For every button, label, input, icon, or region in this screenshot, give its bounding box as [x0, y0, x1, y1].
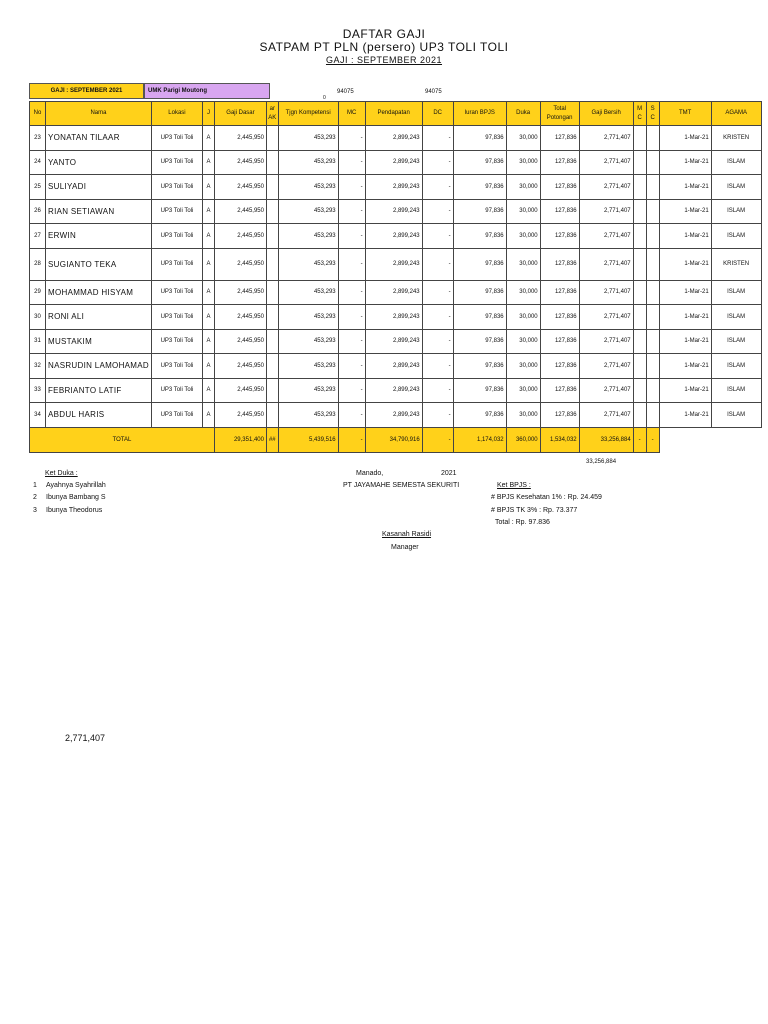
- cell-nama: SUGIANTO TEKA: [46, 248, 152, 280]
- table-row: [30, 329, 762, 354]
- cell-j: A: [202, 305, 214, 330]
- total-empty-2: [711, 427, 761, 452]
- cell-tmt: 1-Mar-21: [659, 175, 711, 200]
- cell-empty: [646, 175, 659, 200]
- table-row: [30, 126, 762, 151]
- cell-pend: 2,899,243: [365, 248, 422, 280]
- cell-pend: 2,899,243: [365, 199, 422, 224]
- cell-no: 30: [30, 305, 46, 330]
- total-label: TOTAL: [30, 427, 215, 452]
- cell-empty: [646, 150, 659, 175]
- cell-nama: YANTO: [46, 150, 152, 175]
- cell-pot: 127,836: [540, 305, 579, 330]
- total-bpjs: 1,174,032: [453, 427, 506, 452]
- col-header-gaji-dasar: Gaji Dasar: [214, 102, 266, 126]
- cell-tj: 453,293: [278, 378, 338, 403]
- col-header-j: J: [202, 102, 214, 126]
- cell-j: A: [202, 126, 214, 151]
- table-row: [30, 280, 762, 305]
- total-pot: 1,534,032: [540, 427, 579, 452]
- cell-gaji: 2,445,950: [214, 329, 266, 354]
- cell-empty: [266, 150, 278, 175]
- cell-bersih: 2,771,407: [579, 305, 633, 330]
- col-header-lokasi: Lokasi: [151, 102, 202, 126]
- umk-value-2: 94075: [425, 89, 442, 95]
- cell-tj: 453,293: [278, 305, 338, 330]
- col-header-nama: Nama: [46, 102, 152, 126]
- cell-agama: ISLAM: [711, 378, 761, 403]
- total-ak: ##: [266, 427, 278, 452]
- cell-gaji: 2,445,950: [214, 224, 266, 249]
- cell-pend: 2,899,243: [365, 378, 422, 403]
- table-body: [30, 126, 762, 428]
- cell-no: 32: [30, 354, 46, 379]
- cell-empty: [633, 175, 646, 200]
- cell-duka: 30,000: [506, 329, 540, 354]
- cell-j: A: [202, 224, 214, 249]
- col-header-tjgn: Tjgn Kompetensi: [278, 102, 338, 126]
- duka-num-1: 1: [33, 482, 37, 489]
- cell-empty: [266, 126, 278, 151]
- table-row: [30, 248, 762, 280]
- cell-pend: 2,899,243: [365, 126, 422, 151]
- cell-nama: RONI ALI: [46, 305, 152, 330]
- cell-pend: 2,899,243: [365, 280, 422, 305]
- cell-bpjs: 97,836: [453, 126, 506, 151]
- cell-no: 25: [30, 175, 46, 200]
- cell-empty: [633, 354, 646, 379]
- duka-item-2: Ibunya Bambang S: [46, 494, 106, 501]
- total-gaji: 29,351,400: [214, 427, 266, 452]
- total-empty-1: [659, 427, 711, 452]
- cell-empty: [646, 354, 659, 379]
- cell-gaji: 2,445,950: [214, 403, 266, 428]
- cell-tmt: 1-Mar-21: [659, 305, 711, 330]
- cell-bpjs: 97,836: [453, 175, 506, 200]
- duka-item-3: Ibunya Theodorus: [46, 507, 103, 514]
- cell-pot: 127,836: [540, 199, 579, 224]
- col-header-gaji-bersih: Gaji Bersih: [579, 102, 633, 126]
- cell-tmt: 1-Mar-21: [659, 126, 711, 151]
- table-row: [30, 175, 762, 200]
- cell-dc: -: [422, 354, 453, 379]
- cell-lokasi: UP3 Toli Toli: [151, 305, 202, 330]
- cell-dc: -: [422, 403, 453, 428]
- cell-bersih: 2,771,407: [579, 329, 633, 354]
- cell-empty: [266, 378, 278, 403]
- signer-name: Kasanah Rasidi: [382, 531, 432, 538]
- total-row: [30, 427, 762, 452]
- cell-nama: FEBRIANTO LATIF: [46, 378, 152, 403]
- cell-dc: -: [422, 378, 453, 403]
- cell-lokasi: UP3 Toli Toli: [151, 354, 202, 379]
- ket-duka-title: Ket Duka :: [45, 470, 78, 477]
- cell-tj: 453,293: [278, 248, 338, 280]
- cell-gaji: 2,445,950: [214, 199, 266, 224]
- cell-lokasi: UP3 Toli Toli: [151, 329, 202, 354]
- bpjs-kesehatan: # BPJS Kesehatan 1% : Rp. 24.459: [491, 494, 602, 501]
- cell-no: 33: [30, 378, 46, 403]
- table-row: [30, 403, 762, 428]
- cell-bersih: 2,771,407: [579, 378, 633, 403]
- cell-dc: -: [422, 280, 453, 305]
- cell-empty: [646, 378, 659, 403]
- cell-pend: 2,899,243: [365, 150, 422, 175]
- table-row: [30, 378, 762, 403]
- cell-j: A: [202, 403, 214, 428]
- cell-tj: 453,293: [278, 126, 338, 151]
- cell-mc: -: [338, 150, 365, 175]
- cell-tmt: 1-Mar-21: [659, 224, 711, 249]
- cell-j: A: [202, 378, 214, 403]
- cell-agama: ISLAM: [711, 175, 761, 200]
- cell-empty: [266, 199, 278, 224]
- cell-gaji: 2,445,950: [214, 126, 266, 151]
- table-header-row: [30, 102, 762, 126]
- cell-tmt: 1-Mar-21: [659, 354, 711, 379]
- cell-agama: ISLAM: [711, 224, 761, 249]
- cell-j: A: [202, 280, 214, 305]
- cell-empty: [266, 175, 278, 200]
- signer-title: Manager: [391, 544, 419, 551]
- cell-bpjs: 97,836: [453, 305, 506, 330]
- cell-pot: 127,836: [540, 280, 579, 305]
- cell-gaji: 2,445,950: [214, 378, 266, 403]
- cell-bersih: 2,771,407: [579, 248, 633, 280]
- cell-empty: [266, 403, 278, 428]
- cell-empty: [633, 150, 646, 175]
- cell-tj: 453,293: [278, 280, 338, 305]
- cell-pot: 127,836: [540, 403, 579, 428]
- cell-mc: -: [338, 378, 365, 403]
- cell-empty: [633, 248, 646, 280]
- cell-lokasi: UP3 Toli Toli: [151, 199, 202, 224]
- cell-empty: [646, 126, 659, 151]
- col-header-duka: Duka: [506, 102, 540, 126]
- cell-tj: 453,293: [278, 354, 338, 379]
- cell-agama: ISLAM: [711, 150, 761, 175]
- cell-nama: NASRUDIN LAMOHAMAD: [46, 354, 152, 379]
- cell-tmt: 1-Mar-21: [659, 199, 711, 224]
- cell-empty: [646, 248, 659, 280]
- cell-agama: ISLAM: [711, 280, 761, 305]
- cell-tmt: 1-Mar-21: [659, 329, 711, 354]
- table-row: [30, 199, 762, 224]
- cell-dc: -: [422, 199, 453, 224]
- cell-bpjs: 97,836: [453, 280, 506, 305]
- cell-tmt: 1-Mar-21: [659, 280, 711, 305]
- cell-lokasi: UP3 Toli Toli: [151, 403, 202, 428]
- cell-no: 31: [30, 329, 46, 354]
- cell-mc: -: [338, 280, 365, 305]
- cell-duka: 30,000: [506, 248, 540, 280]
- cell-lokasi: UP3 Toli Toli: [151, 248, 202, 280]
- cell-empty: [633, 403, 646, 428]
- total-sc: -: [646, 427, 659, 452]
- cell-bpjs: 97,836: [453, 199, 506, 224]
- cell-empty: [633, 224, 646, 249]
- cell-bpjs: 97,836: [453, 378, 506, 403]
- cell-empty: [266, 354, 278, 379]
- cell-pot: 127,836: [540, 354, 579, 379]
- cell-no: 29: [30, 280, 46, 305]
- cell-pot: 127,836: [540, 126, 579, 151]
- cell-tj: 453,293: [278, 199, 338, 224]
- cell-tj: 453,293: [278, 175, 338, 200]
- cell-tj: 453,293: [278, 224, 338, 249]
- cell-bersih: 2,771,407: [579, 354, 633, 379]
- cell-pot: 127,836: [540, 248, 579, 280]
- cell-j: A: [202, 150, 214, 175]
- cell-duka: 30,000: [506, 378, 540, 403]
- umk-value-1: 94075: [337, 89, 354, 95]
- cell-nama: MOHAMMAD HISYAM: [46, 280, 152, 305]
- cell-bersih: 2,771,407: [579, 224, 633, 249]
- cell-agama: KRISTEN: [711, 126, 761, 151]
- cell-pot: 127,836: [540, 175, 579, 200]
- cell-lokasi: UP3 Toli Toli: [151, 175, 202, 200]
- cell-empty: [633, 378, 646, 403]
- bpjs-total: Total : Rp. 97.836: [495, 519, 550, 526]
- cell-duka: 30,000: [506, 354, 540, 379]
- cell-j: A: [202, 354, 214, 379]
- cell-j: A: [202, 175, 214, 200]
- cell-lokasi: UP3 Toli Toli: [151, 280, 202, 305]
- col-header-mc: MC: [338, 102, 365, 126]
- cell-agama: KRISTEN: [711, 248, 761, 280]
- total-dc: -: [422, 427, 453, 452]
- cell-empty: [266, 329, 278, 354]
- cell-pot: 127,836: [540, 150, 579, 175]
- ket-bpjs-title: Ket BPJS :: [497, 482, 531, 489]
- cell-empty: [266, 224, 278, 249]
- cell-duka: 30,000: [506, 403, 540, 428]
- cell-empty: [633, 199, 646, 224]
- cell-lokasi: UP3 Toli Toli: [151, 150, 202, 175]
- cell-pend: 2,899,243: [365, 354, 422, 379]
- cell-duka: 30,000: [506, 199, 540, 224]
- total-mc2: -: [633, 427, 646, 452]
- total-tj: 5,439,516: [278, 427, 338, 452]
- cell-tj: 453,293: [278, 150, 338, 175]
- cell-no: 26: [30, 199, 46, 224]
- company-name: PT JAYAMAHE SEMESTA SEKURITI: [343, 482, 460, 489]
- cell-tmt: 1-Mar-21: [659, 403, 711, 428]
- cell-dc: -: [422, 329, 453, 354]
- cell-j: A: [202, 248, 214, 280]
- cell-agama: ISLAM: [711, 199, 761, 224]
- cell-duka: 30,000: [506, 150, 540, 175]
- cell-j: A: [202, 329, 214, 354]
- cell-pend: 2,899,243: [365, 175, 422, 200]
- cell-pot: 127,836: [540, 224, 579, 249]
- cell-dc: -: [422, 126, 453, 151]
- cell-tmt: 1-Mar-21: [659, 248, 711, 280]
- cell-bersih: 2,771,407: [579, 126, 633, 151]
- cell-pot: 127,836: [540, 378, 579, 403]
- cell-lokasi: UP3 Toli Toli: [151, 126, 202, 151]
- cell-gaji: 2,445,950: [214, 175, 266, 200]
- cell-agama: ISLAM: [711, 354, 761, 379]
- cell-mc: -: [338, 224, 365, 249]
- cell-pend: 2,899,243: [365, 305, 422, 330]
- cell-empty: [646, 280, 659, 305]
- cell-empty: [646, 224, 659, 249]
- doc-period: GAJI : SEPTEMBER 2021: [325, 55, 443, 65]
- duka-num-2: 2: [33, 494, 37, 501]
- cell-bpjs: 97,836: [453, 248, 506, 280]
- cell-dc: -: [422, 150, 453, 175]
- cell-bersih: 2,771,407: [579, 280, 633, 305]
- cell-tmt: 1-Mar-21: [659, 150, 711, 175]
- cell-mc: -: [338, 175, 365, 200]
- cell-gaji: 2,445,950: [214, 305, 266, 330]
- cell-no: 34: [30, 403, 46, 428]
- cell-tmt: 1-Mar-21: [659, 378, 711, 403]
- umk-label-box: UMK Parigi Moutong: [144, 83, 270, 99]
- col-header-sc: S C: [646, 102, 659, 126]
- cell-empty: [633, 305, 646, 330]
- cell-nama: RIAN SETIAWAN: [46, 199, 152, 224]
- cell-bersih: 2,771,407: [579, 403, 633, 428]
- cell-j: A: [202, 199, 214, 224]
- cell-mc: -: [338, 248, 365, 280]
- cell-no: 28: [30, 248, 46, 280]
- cell-empty: [266, 280, 278, 305]
- duka-num-3: 3: [33, 507, 37, 514]
- cell-agama: ISLAM: [711, 329, 761, 354]
- cell-empty: [266, 305, 278, 330]
- total-pend: 34,790,916: [365, 427, 422, 452]
- cell-duka: 30,000: [506, 175, 540, 200]
- cell-dc: -: [422, 305, 453, 330]
- cell-dc: -: [422, 175, 453, 200]
- table-row: [30, 150, 762, 175]
- cell-bpjs: 97,836: [453, 354, 506, 379]
- cell-agama: ISLAM: [711, 305, 761, 330]
- col-header-iuran-bpjs: Iuran BPJS: [453, 102, 506, 126]
- period-label-box: GAJI : SEPTEMBER 2021: [29, 83, 144, 99]
- cell-lokasi: UP3 Toli Toli: [151, 224, 202, 249]
- cell-mc: -: [338, 354, 365, 379]
- col-header-dc: DC: [422, 102, 453, 126]
- total-bersih: 33,256,884: [579, 427, 633, 452]
- cell-bpjs: 97,836: [453, 224, 506, 249]
- cell-empty: [646, 329, 659, 354]
- col-header-total-potongan: Total Potongan: [540, 102, 579, 126]
- doc-subtitle: SATPAM PT PLN (persero) UP3 TOLI TOLI: [259, 40, 509, 54]
- cell-empty: [266, 248, 278, 280]
- cell-no: 23: [30, 126, 46, 151]
- stray-value: 2,771,407: [65, 733, 106, 743]
- cell-duka: 30,000: [506, 224, 540, 249]
- cell-dc: -: [422, 224, 453, 249]
- cell-duka: 30,000: [506, 126, 540, 151]
- col-header-tmt: TMT: [659, 102, 711, 126]
- col-header-ak: ar AK: [266, 102, 278, 126]
- cell-gaji: 2,445,950: [214, 248, 266, 280]
- cell-gaji: 2,445,950: [214, 280, 266, 305]
- col-header-agama: AGAMA: [711, 102, 761, 126]
- cell-empty: [633, 280, 646, 305]
- col-header-pendapatan: Pendapatan: [365, 102, 422, 126]
- salary-table: [29, 101, 762, 453]
- cell-nama: YONATAN TILAAR: [46, 126, 152, 151]
- total-duka: 360,000: [506, 427, 540, 452]
- cell-mc: -: [338, 199, 365, 224]
- cell-pend: 2,899,243: [365, 224, 422, 249]
- cell-tj: 453,293: [278, 329, 338, 354]
- cell-gaji: 2,445,950: [214, 150, 266, 175]
- cell-lokasi: UP3 Toli Toli: [151, 378, 202, 403]
- cell-bersih: 2,771,407: [579, 175, 633, 200]
- cell-bpjs: 97,836: [453, 150, 506, 175]
- col-header-mc2: M C: [633, 102, 646, 126]
- duka-item-1: Ayahnya Syahrillah: [46, 482, 106, 489]
- sign-city: Manado,: [356, 470, 384, 477]
- cell-nama: SULIYADI: [46, 175, 152, 200]
- cell-nama: ABDUL HARIS: [46, 403, 152, 428]
- table-row: [30, 305, 762, 330]
- cell-empty: [646, 199, 659, 224]
- cell-bpjs: 97,836: [453, 329, 506, 354]
- cell-nama: ERWIN: [46, 224, 152, 249]
- table-row: [30, 224, 762, 249]
- sign-year: 2021: [441, 470, 457, 477]
- cell-pend: 2,899,243: [365, 329, 422, 354]
- cell-empty: [633, 126, 646, 151]
- cell-duka: 30,000: [506, 305, 540, 330]
- cell-empty: [646, 305, 659, 330]
- cell-mc: -: [338, 329, 365, 354]
- cell-duka: 30,000: [506, 280, 540, 305]
- zero-marker: 0: [323, 95, 326, 101]
- col-header-no: No: [30, 102, 46, 126]
- cell-bersih: 2,771,407: [579, 199, 633, 224]
- cell-no: 27: [30, 224, 46, 249]
- table-row: [30, 354, 762, 379]
- cell-mc: -: [338, 305, 365, 330]
- cell-no: 24: [30, 150, 46, 175]
- cell-mc: -: [338, 126, 365, 151]
- cell-agama: ISLAM: [711, 403, 761, 428]
- cell-bersih: 2,771,407: [579, 150, 633, 175]
- cell-pend: 2,899,243: [365, 403, 422, 428]
- cell-tj: 453,293: [278, 403, 338, 428]
- bpjs-tk: # BPJS TK 3% : Rp. 73.377: [491, 507, 578, 514]
- doc-title: DAFTAR GAJI: [342, 27, 426, 41]
- cell-empty: [633, 329, 646, 354]
- cell-empty: [646, 403, 659, 428]
- cell-bpjs: 97,836: [453, 403, 506, 428]
- subtotal-value: 33,256,884: [586, 459, 617, 465]
- cell-pot: 127,836: [540, 329, 579, 354]
- cell-nama: MUSTAKIM: [46, 329, 152, 354]
- cell-gaji: 2,445,950: [214, 354, 266, 379]
- cell-dc: -: [422, 248, 453, 280]
- cell-mc: -: [338, 403, 365, 428]
- total-mc: -: [338, 427, 365, 452]
